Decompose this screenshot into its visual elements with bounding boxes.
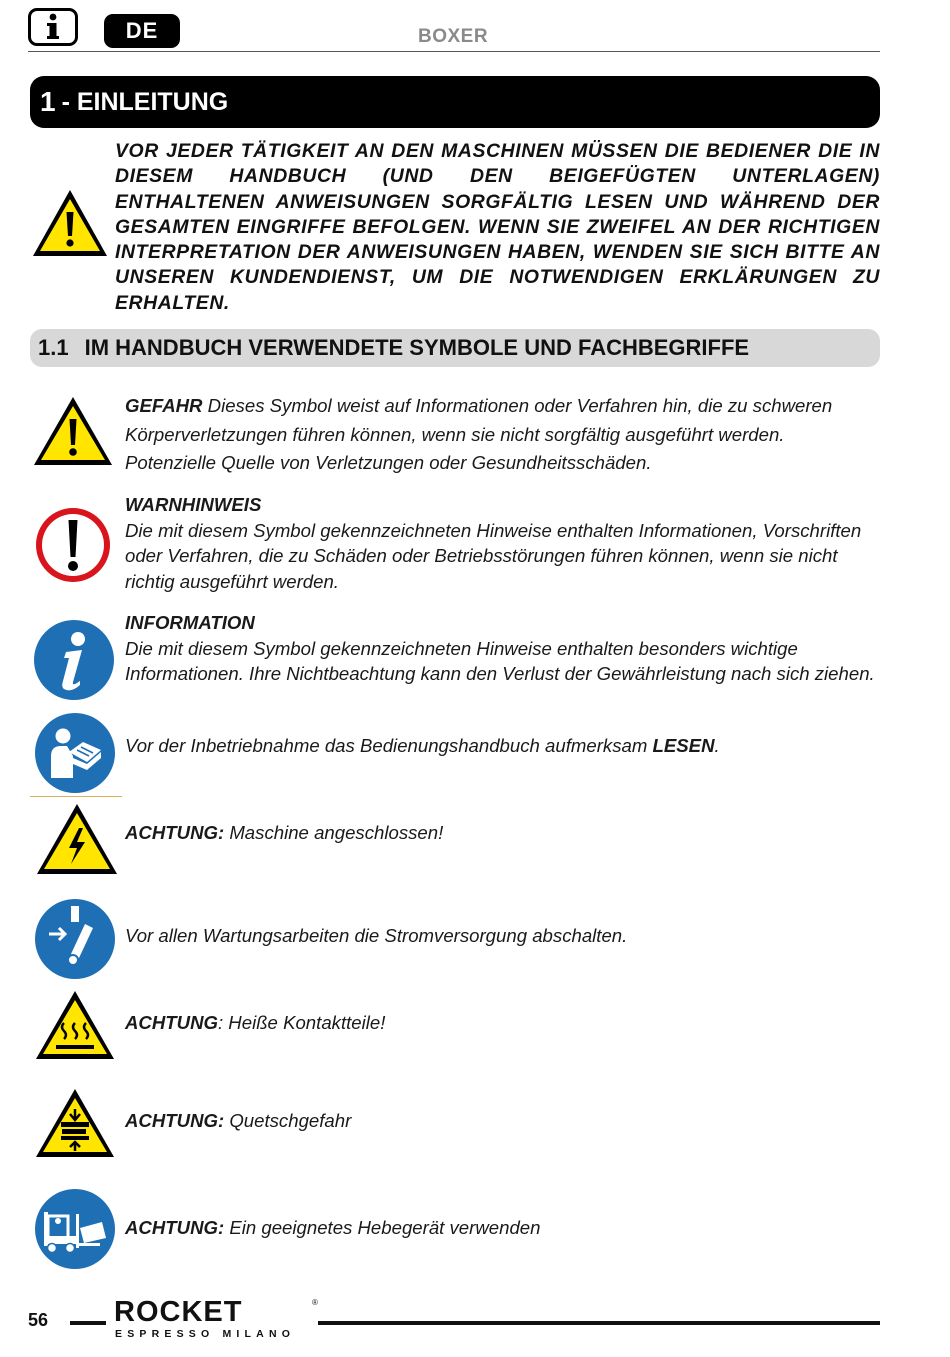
warning-description: Die mit diesem Symbol gekennzeichneten Hinweise enthalten Informationen, Vorschriften oder Verfahren, die zu Schäden oder Betriebsstörungen führen können, wenn sie nicht richtig ausgeführt werden.: [125, 519, 862, 592]
forklift-bold: ACHTUNG:: [125, 1217, 225, 1238]
header-divider: [28, 51, 880, 52]
read-manual-bold: LESEN: [652, 735, 715, 756]
disconnect-power-icon: [33, 898, 117, 980]
forklift-icon: [34, 1188, 116, 1270]
section-number: 1: [40, 86, 56, 117]
disconnect-text: Vor allen Wartungsarbeiten die Stromversorgung abschalten.: [125, 925, 628, 946]
symbol-entry-forklift: [125, 1215, 880, 1241]
separator-line: [30, 796, 122, 797]
hot-surface-icon: [34, 989, 116, 1061]
information-title: INFORMATION: [125, 612, 255, 633]
model-name: BOXER: [418, 26, 489, 47]
hot-text: : Heiße Kontaktteile!: [217, 1012, 386, 1033]
warning-triangle-icon: [30, 187, 110, 259]
subsection-number: 1.1: [38, 335, 69, 360]
forklift-text: Ein geeignetes Hebegerät verwenden: [224, 1217, 541, 1238]
symbol-entry-danger: [125, 392, 880, 478]
symbol-entry-electric: [125, 820, 880, 846]
language-badge: DE: [104, 14, 180, 48]
warning-title: WARNHINWEIS: [125, 494, 262, 515]
symbol-entry-information: [125, 610, 880, 687]
rocket-logo: [114, 1296, 318, 1342]
read-manual-text: Vor der Inbetriebnahme das Bedienungshandbuch aufmerksam: [125, 735, 653, 756]
crush-text: Quetschgefahr: [224, 1110, 352, 1131]
electric-text: Maschine angeschlossen!: [224, 822, 444, 843]
subsection-heading: [30, 329, 880, 367]
information-description: Die mit diesem Symbol gekennzeichneten Hinweise enthalten besonders wichtige Informationen. Ihre Nichtbeachtung kann den Verlust der Gewährleistung nach sich ziehen.: [125, 637, 875, 684]
footer-line-left: [70, 1321, 106, 1325]
crush-bold: ACHTUNG:: [125, 1110, 225, 1131]
symbol-entry-warning: [125, 492, 880, 594]
page-number: 56: [28, 1310, 49, 1330]
warning-exclamation-circle-icon: [33, 505, 113, 585]
symbol-entry-crush: [125, 1108, 880, 1134]
danger-description: Dieses Symbol weist auf Informationen oder Verfahren hin, die zu schweren Körperverletzungen führen können, wenn sie nicht sorgfältig ausgeführt werden. Potenzielle Quelle von Verletzungen oder Gesundheitsschäden.: [125, 395, 833, 473]
logo-subtitle: ESPRESSO MILANO: [115, 1328, 296, 1340]
info-badge: [28, 8, 78, 46]
symbol-entry-read-manual: [125, 733, 880, 759]
footer-line-right: [318, 1321, 880, 1325]
read-manual-icon: [33, 712, 117, 794]
intro-warning-text: VOR JEDER TÄTIGKEIT AN DEN MASCHINEN MÜSSEN DIE BEDIENER DIE IN DIESEM HANDBUCH (UND DEN BEIGEFÜGTEN UNTERLAGEN) ENTHALTENEN ANWEISUNGEN SORGFÄLTIG LESEN UND WÄHREND DER GESAMTEN EINGRIFFE BEFOLGEN. WENN SIE ZWEIFEL AN DER RICHTIGEN INTERPRETATION DER ANWEISUNGEN HABEN, WENDEN SIE SICH BITTE AN UNSEREN KUNDENDIENST, UM DIE NOTWENDIGEN ERKLÄRUNGEN ZU ERHALTEN.: [115, 140, 880, 314]
info-i-icon: [44, 13, 62, 41]
danger-title: GEFAHR: [125, 395, 203, 416]
information-circle-icon: [33, 619, 115, 701]
subsection-title: IM HANDBUCH VERWENDETE SYMBOLE UND FACHBEGRIFFE: [84, 335, 750, 360]
logo-brand: ROCKET: [114, 1296, 243, 1328]
symbol-entry-hot: [125, 1010, 880, 1036]
section-title: - EINLEITUNG: [61, 87, 229, 116]
crush-hazard-icon: [34, 1087, 116, 1159]
logo-registered-mark: ®: [312, 1298, 318, 1307]
symbol-entry-disconnect: [125, 923, 880, 949]
electric-hazard-icon: [35, 802, 119, 876]
danger-triangle-icon: [32, 395, 114, 467]
section-heading: [30, 76, 880, 128]
hot-bold: ACHTUNG: [125, 1012, 218, 1033]
read-manual-end: .: [714, 735, 720, 756]
electric-bold: ACHTUNG:: [125, 822, 225, 843]
